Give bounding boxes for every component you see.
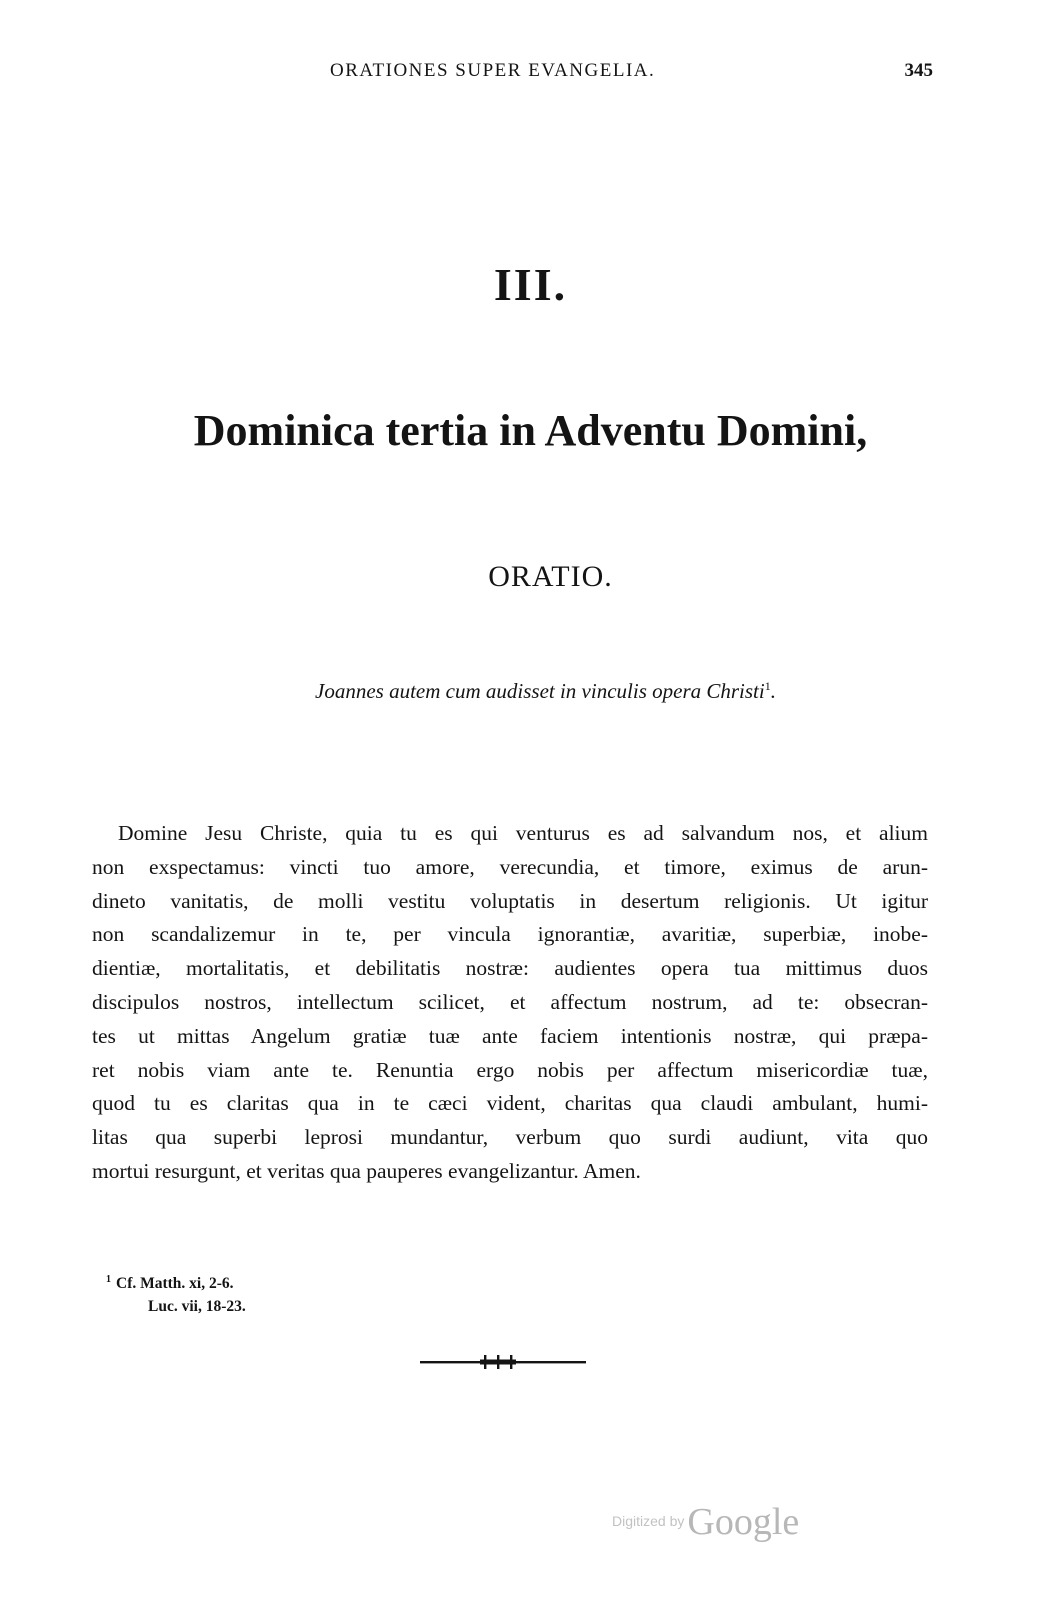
- body-line: litas qua superbi leprosi mundantur, verbum quo surdi audiunt, vita quo: [92, 1125, 928, 1150]
- body-line: dineto vanitatis, de molli vestitu voluptatis in desertum religionis. Ut igitur: [92, 888, 928, 913]
- footnotes: [106, 1268, 246, 1318]
- epigraph-end-punct: .: [770, 679, 776, 703]
- footnote-text: Cf. Matth. xi, 2-6.: [116, 1275, 234, 1293]
- end-ornament: [420, 1352, 586, 1372]
- running-head: ORATIONES SUPER EVANGELIA.: [330, 60, 656, 81]
- body-line: tes ut mittas Angelum gratiæ tuæ ante faciem intentionis nostræ, qui præpa-: [92, 1023, 928, 1048]
- epigraph: [0, 679, 1061, 704]
- ornament-tick-left: [484, 1355, 486, 1369]
- footnote-text: Luc. vii, 18-23.: [148, 1298, 246, 1316]
- footnote-line: [106, 1268, 246, 1295]
- google-logo: Google: [687, 1501, 800, 1543]
- epigraph-text: Joannes autem cum audisset in vinculis opera Christi: [315, 679, 765, 703]
- ornament-tick-right: [510, 1355, 512, 1369]
- page-number: 345: [904, 60, 933, 81]
- prayer-body: [92, 817, 928, 1189]
- body-line: dientiæ, mortalitatis, et debilitatis nostræ: audientes opera tua mittimus duos: [92, 956, 928, 981]
- body-line: discipulos nostros, intellectum scilicet, et affectum nostrum, ad te: obsecran-: [92, 989, 928, 1014]
- body-line: mortui resurgunt, et veritas qua pauperes evangelizantur. Amen.: [92, 1158, 641, 1183]
- body-line: non scandalizemur in te, per vincula ignorantiæ, avaritiæ, superbiæ, inobe-: [92, 922, 928, 947]
- epigraph-footnote-marker: 1: [764, 679, 771, 693]
- body-line: Domine Jesu Christe, quia tu es qui venturus es ad salvandum nos, et alium: [118, 821, 928, 845]
- section-title: Dominica tertia in Adventu Domini,: [193, 406, 868, 455]
- footnote-line: [106, 1295, 246, 1318]
- digitized-watermark: [612, 1500, 799, 1544]
- footnote-marker: 1: [106, 1274, 111, 1285]
- body-line: ret nobis viam ante te. Renuntia ergo nobis per affectum misericordiæ tuæ,: [92, 1057, 928, 1082]
- chapter-numeral: III.: [493, 259, 568, 310]
- ornament-rule-left: [420, 1361, 482, 1363]
- body-line: quod tu es claritas qua in te cæci vident, charitas qua claudi ambulant, humi-: [92, 1091, 928, 1116]
- ornament-tick-center: [497, 1355, 499, 1369]
- watermark-prefix: Digitized by: [612, 1513, 685, 1529]
- body-line: non exspectamus: vincti tuo amore, verecundia, et timore, eximus de arun-: [92, 854, 928, 879]
- oratio-heading: ORATIO.: [488, 560, 613, 593]
- ornament-rule-right: [514, 1361, 586, 1363]
